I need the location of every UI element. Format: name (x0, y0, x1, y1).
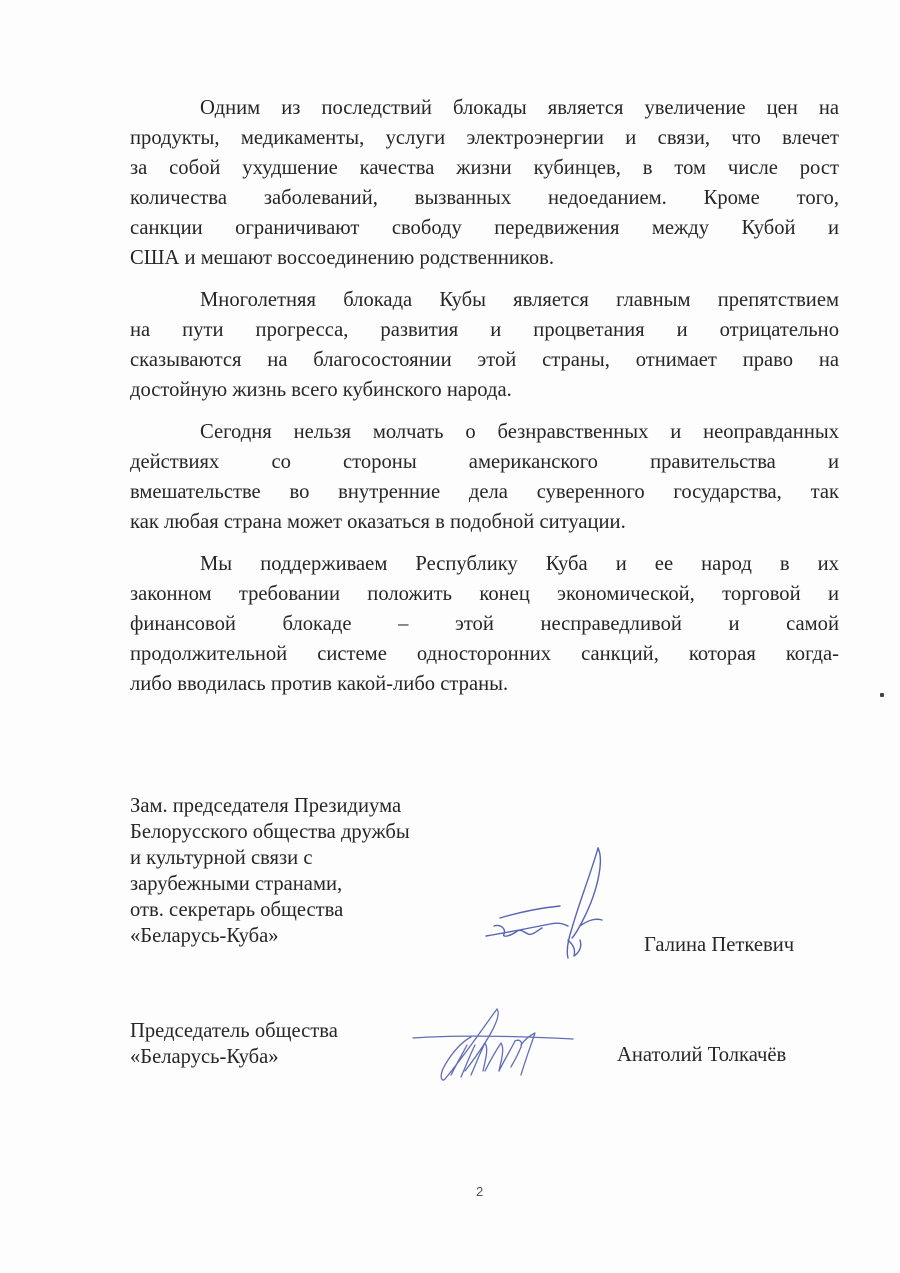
title-line: и культурной связи с (130, 847, 313, 869)
title-line: «Беларусь-Куба» (130, 1046, 279, 1068)
signatory-2-name: Анатолий Толкачёв (617, 1044, 787, 1066)
signatory-1-name: Галина Петкевич (644, 934, 795, 956)
paragraph-1 (130, 93, 839, 273)
text-line: Мы поддерживаем Республику Куба и ее народ в их (200, 553, 839, 575)
text-line: как любая страна может оказаться в подобной ситуации. (130, 511, 626, 533)
title-line: Председатель общества (130, 1020, 338, 1042)
text-line: на пути прогресса, развития и процветания и отрицательно (130, 319, 839, 341)
text-line: Многолетняя блокада Кубы является главным препятствием (200, 289, 839, 311)
text-line: количества заболеваний, вызванных недоеданием. Кроме того, (130, 187, 839, 209)
title-line: «Беларусь-Куба» (130, 925, 279, 947)
paragraph-4 (130, 549, 839, 699)
scan-speck (880, 693, 884, 697)
signatory-1-title (130, 793, 410, 949)
text-line: достойную жизнь всего кубинского народа. (130, 379, 512, 401)
signature-2 (405, 1005, 580, 1085)
signatory-2-title (130, 1018, 338, 1070)
text-line: санкции ограничивают свободу передвижения между Кубой и (130, 217, 839, 239)
text-line: Одним из последствий блокады является увеличение цен на (200, 97, 839, 119)
title-line: Белорусского общества дружбы (130, 821, 410, 843)
signature-1 (480, 840, 620, 970)
text-line: либо вводилась против какой-либо страны. (130, 673, 509, 695)
text-line: за собой ухудшение качества жизни кубинцев, в том числе рост (130, 157, 839, 179)
text-line: США и мешают воссоединению родственников. (130, 247, 555, 269)
text-line: продукты, медикаменты, услуги электроэнергии и связи, что влечет (130, 127, 839, 149)
text-line: продолжительной системе односторонних санкций, которая когда- (130, 643, 839, 665)
text-line: финансовой блокаде – этой несправедливой и самой (130, 613, 839, 635)
text-line: Сегодня нельзя молчать о безнравственных и неоправданных (200, 421, 839, 443)
text-line: вмешательстве во внутренние дела суверенного государства, так (130, 481, 839, 503)
title-line: зарубежными странами, (130, 873, 343, 895)
text-line: сказываются на благосостоянии этой страны, отнимает право на (130, 349, 839, 371)
text-line: действиях со стороны американского правительства и (130, 451, 839, 473)
letter-body (130, 93, 839, 711)
title-line: отв. секретарь общества (130, 899, 344, 921)
text-line: законном требовании положить конец экономической, торговой и (130, 583, 839, 605)
paragraph-3 (130, 417, 839, 537)
page-number: 2 (476, 1184, 484, 1199)
title-line: Зам. председателя Президиума (130, 795, 402, 817)
paragraph-2 (130, 285, 839, 405)
